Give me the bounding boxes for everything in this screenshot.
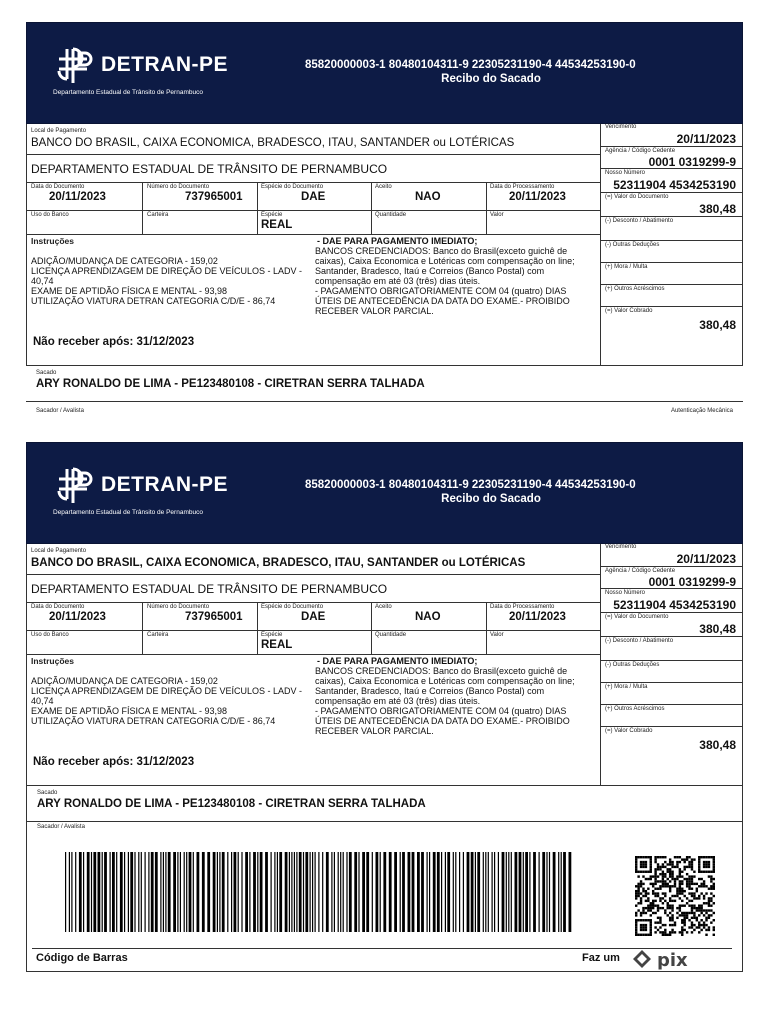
data-processamento: 20/11/2023 bbox=[509, 191, 566, 203]
brand-name: DETRAN-PE bbox=[101, 53, 229, 76]
slip-header bbox=[26, 22, 743, 124]
svg-text:pix: pix bbox=[657, 950, 688, 970]
slip-footer bbox=[26, 402, 743, 422]
especie: REAL bbox=[261, 639, 293, 651]
sacado-name: ARY RONALDO DE LIMA - PE123480108 - CIRETRAN SERRA TALHADA bbox=[37, 798, 426, 810]
label-agencia: Agência / Código Cedente bbox=[605, 148, 676, 154]
label-especie-documento: Espécie do Documento bbox=[261, 184, 324, 190]
receipt-slip-bottom bbox=[26, 442, 743, 972]
label-valor: Valor bbox=[490, 212, 504, 218]
local-pagamento: BANCO DO BRASIL, CAIXA ECONOMICA, BRADESCO, ITAU, SANTANDER ou LOTÉRICAS bbox=[31, 137, 515, 149]
label-sacador: Sacador / Avalista bbox=[36, 408, 84, 414]
label-mora: (+) Mora / Multa bbox=[605, 264, 648, 270]
label-quantidade: Quantidade bbox=[375, 212, 407, 218]
instrucoes-right: BANCOS CREDENCIADOS: Banco do Brasil(exceto guichê de caixas), Caixa Economica e Lotéricas com compensação on line; Santander, Bradesco, Itaú e Correios (Banco Postal) com compensação em até 03 (três) dias úteis. - PAGAMENTO OBRIGATORIAMENTE COM 04 (quatro) DIAS ÚTEIS DE ANTECEDÊNCIA DA DATA DO EXAME.- PROIBIDO RECEBER VALOR PARCIAL. bbox=[315, 666, 575, 736]
label-outras-deducoes: (-) Outras Deduções bbox=[605, 242, 660, 248]
data-documento: 20/11/2023 bbox=[49, 611, 106, 623]
valor-cobrado: 380,48 bbox=[699, 318, 736, 332]
barcode-image bbox=[65, 852, 575, 932]
sacado-name: ARY RONALDO DE LIMA - PE123480108 - CIRETRAN SERRA TALHADA bbox=[36, 378, 425, 390]
label-faz-um: Faz um bbox=[582, 952, 620, 964]
label-instrucoes: Instruções bbox=[31, 236, 74, 246]
label-vencimento: Vencimento bbox=[605, 544, 637, 550]
brand-subtitle: Departamento Estadual de Trânsito de Pernambuco bbox=[53, 509, 203, 516]
instrucoes-left: ADIÇÃO/MUDANÇA DE CATEGORIA - 159,02 LICENÇA APRENDIZAGEM DE DIREÇÃO DE VEÍCULOS - LADV - 40,74 EXAME DE APTIDÃO FÍSICA E MENTAL - 93,98 UTILIZAÇÃO VIATURA DETRAN CATEGORIA C/D/E - 86,74 bbox=[31, 256, 303, 306]
label-outras-deducoes: (-) Outras Deduções bbox=[605, 662, 660, 668]
pix-qr-code bbox=[635, 856, 715, 936]
label-uso-banco: Uso do Banco bbox=[31, 212, 69, 218]
label-instrucoes: Instruções bbox=[31, 656, 74, 666]
label-valor-documento: (=) Valor do Documento bbox=[605, 614, 669, 620]
instrucoes-right-title: - DAE PARA PAGAMENTO IMEDIATO; bbox=[317, 236, 478, 246]
label-sacado: Sacado bbox=[37, 790, 58, 796]
label-numero-documento: Número do Documento bbox=[147, 604, 210, 610]
label-carteira: Carteira bbox=[147, 632, 169, 638]
digitable-line: 85820000003-1 80480104311-9 22305231190-4 44534253190-0 bbox=[305, 479, 636, 491]
label-data-processamento: Data do Processamento bbox=[490, 184, 555, 190]
pix-logo bbox=[631, 948, 715, 970]
nosso-numero: 52311904 4534253190 bbox=[613, 178, 736, 192]
barcode-section bbox=[26, 822, 743, 972]
data-processamento: 20/11/2023 bbox=[509, 611, 566, 623]
data-documento: 20/11/2023 bbox=[49, 191, 106, 203]
label-aceite: Aceito bbox=[375, 184, 392, 190]
label-local-pagamento: Local de Pagamento bbox=[31, 548, 87, 554]
instrucoes-right: BANCOS CREDENCIADOS: Banco do Brasil(exceto guichê de caixas), Caixa Economica e Lotéricas com compensação on line; Santander, Bradesco, Itaú e Correios (Banco Postal) com compensação em até 03 (três) dias úteis. - PAGAMENTO OBRIGATORIAMENTE COM 04 (quatro) DIAS ÚTEIS DE ANTECEDÊNCIA DA DATA DO EXAME.- PROIBIDO RECEBER VALOR PARCIAL. bbox=[315, 246, 575, 316]
local-pagamento: BANCO DO BRASIL, CAIXA ECONOMICA, BRADESCO, ITAU, SANTANDER ou LOTÉRICAS bbox=[31, 557, 526, 569]
agencia-codigo-cedente: 0001 0319299-9 bbox=[648, 575, 736, 589]
label-quantidade: Quantidade bbox=[375, 632, 407, 638]
label-data-documento: Data do Documento bbox=[31, 604, 85, 610]
label-mora: (+) Mora / Multa bbox=[605, 684, 648, 690]
label-nosso-numero: Nosso Número bbox=[605, 170, 646, 176]
valor-documento: 380,48 bbox=[699, 202, 736, 216]
receipt-title: Recibo do Sacado bbox=[441, 493, 541, 505]
label-codigo-barras: Código de Barras bbox=[36, 952, 128, 964]
label-valor-cobrado: (=) Valor Cobrado bbox=[605, 728, 653, 734]
label-especie: Espécie bbox=[261, 212, 283, 218]
slip-body bbox=[26, 124, 743, 366]
aceite: NAO bbox=[415, 191, 441, 203]
numero-documento: 737965001 bbox=[185, 191, 243, 203]
slip-body bbox=[26, 544, 743, 786]
detran-logo-icon bbox=[53, 467, 93, 505]
nosso-numero: 52311904 4534253190 bbox=[613, 598, 736, 612]
agencia-codigo-cedente: 0001 0319299-9 bbox=[648, 155, 736, 169]
brand-name: DETRAN-PE bbox=[101, 473, 229, 496]
detran-logo bbox=[53, 47, 273, 107]
instrucoes-right-title: - DAE PARA PAGAMENTO IMEDIATO; bbox=[317, 656, 478, 666]
detran-logo-icon bbox=[53, 47, 93, 85]
label-agencia: Agência / Código Cedente bbox=[605, 568, 676, 574]
digitable-line: 85820000003-1 80480104311-9 22305231190-4 44534253190-0 bbox=[305, 59, 636, 71]
label-outros-acrescimos: (+) Outros Acréscimos bbox=[605, 286, 665, 292]
label-outros-acrescimos: (+) Outros Acréscimos bbox=[605, 706, 665, 712]
valor-documento: 380,48 bbox=[699, 622, 736, 636]
label-uso-banco: Uso do Banco bbox=[31, 632, 69, 638]
especie: REAL bbox=[261, 219, 293, 231]
label-sacado: Sacado bbox=[36, 370, 57, 376]
sacado-row bbox=[26, 786, 743, 822]
label-valor-cobrado: (=) Valor Cobrado bbox=[605, 308, 653, 314]
label-valor: Valor bbox=[490, 632, 504, 638]
valor-cobrado: 380,48 bbox=[699, 738, 736, 752]
brand-subtitle: Departamento Estadual de Trânsito de Pernambuco bbox=[53, 89, 203, 96]
label-valor-documento: (=) Valor do Documento bbox=[605, 194, 669, 200]
especie-documento: DAE bbox=[301, 191, 326, 203]
label-local-pagamento: Local de Pagamento bbox=[31, 128, 87, 134]
nao-receber-apos: Não receber após: 31/12/2023 bbox=[33, 756, 195, 768]
vencimento: 20/11/2023 bbox=[676, 132, 736, 146]
label-especie-documento: Espécie do Documento bbox=[261, 604, 324, 610]
label-carteira: Carteira bbox=[147, 212, 169, 218]
receipt-slip-top bbox=[26, 22, 743, 422]
label-vencimento: Vencimento bbox=[605, 124, 637, 130]
label-desconto: (-) Desconto / Abatimento bbox=[605, 218, 674, 224]
label-nosso-numero: Nosso Número bbox=[605, 590, 646, 596]
sacado-row bbox=[26, 366, 743, 402]
especie-documento: DAE bbox=[301, 611, 326, 623]
label-autenticacao: Autenticação Mecânica bbox=[670, 408, 733, 414]
detran-logo bbox=[53, 467, 273, 527]
numero-documento: 737965001 bbox=[185, 611, 243, 623]
label-desconto: (-) Desconto / Abatimento bbox=[605, 638, 674, 644]
cedente: DEPARTAMENTO ESTADUAL DE TRÂNSITO DE PERNAMBUCO bbox=[31, 162, 388, 176]
aceite: NAO bbox=[415, 611, 441, 623]
label-sacador: Sacador / Avalista bbox=[37, 824, 85, 830]
instrucoes-left: ADIÇÃO/MUDANÇA DE CATEGORIA - 159,02 LICENÇA APRENDIZAGEM DE DIREÇÃO DE VEÍCULOS - LADV - 40,74 EXAME DE APTIDÃO FÍSICA E MENTAL - 93,98 UTILIZAÇÃO VIATURA DETRAN CATEGORIA C/D/E - 86,74 bbox=[31, 676, 303, 726]
label-data-documento: Data do Documento bbox=[31, 184, 85, 190]
label-numero-documento: Número do Documento bbox=[147, 184, 210, 190]
label-data-processamento: Data do Processamento bbox=[490, 604, 555, 610]
receipt-title: Recibo do Sacado bbox=[441, 73, 541, 85]
slip-header bbox=[26, 442, 743, 544]
label-aceite: Aceito bbox=[375, 604, 392, 610]
label-especie: Espécie bbox=[261, 632, 283, 638]
nao-receber-apos: Não receber após: 31/12/2023 bbox=[33, 336, 195, 348]
vencimento: 20/11/2023 bbox=[676, 552, 736, 566]
cedente: DEPARTAMENTO ESTADUAL DE TRÂNSITO DE PERNAMBUCO bbox=[31, 582, 388, 596]
